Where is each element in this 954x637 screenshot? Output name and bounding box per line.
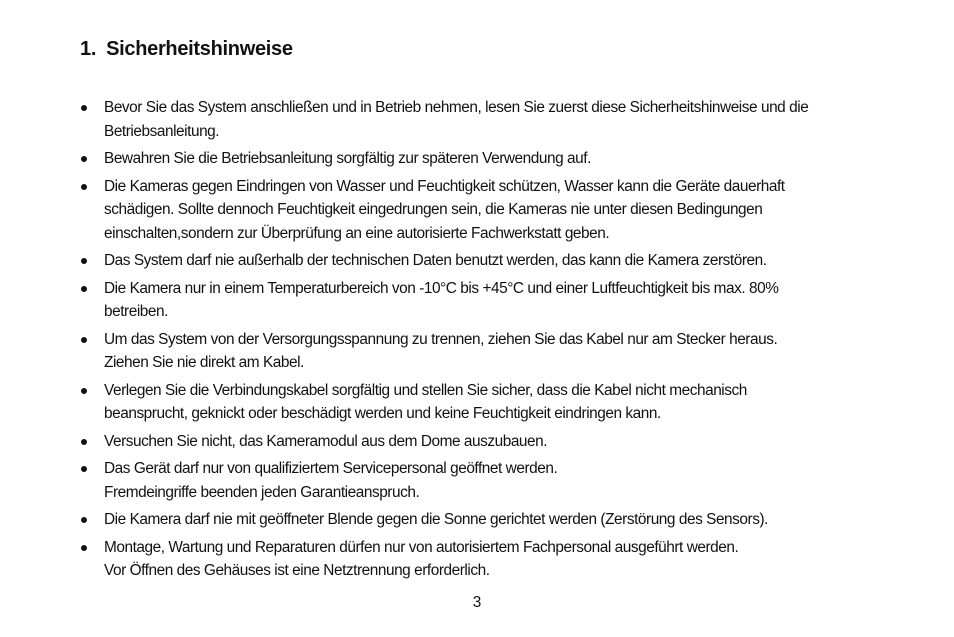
- section-heading: [80, 38, 293, 61]
- bullet-icon: [81, 286, 87, 292]
- list-item-text: Montage, Wartung und Reparaturen dürfen nur von autorisiertem Fachpersonal ausgeführt werden.: [104, 538, 739, 556]
- list-item-text: Betriebsanleitung.: [104, 122, 220, 140]
- page-number: 3: [472, 594, 482, 611]
- bullet-icon: [81, 184, 87, 190]
- list-item: [80, 508, 895, 532]
- bullet-icon: [81, 388, 87, 394]
- list-item: [80, 249, 895, 273]
- list-item-text: betreiben.: [104, 303, 168, 320]
- list-item-text: Das System darf nie außerhalb der technischen Daten benutzt werden, das kann die Kamera zerstören.: [104, 252, 767, 269]
- list-item-text: schädigen. Sollte dennoch Feuchtigkeit eingedrungen sein, die Kameras nie unter diesen Bedingungen: [104, 201, 763, 218]
- list-item-text: beansprucht, geknickt oder beschädigt werden und keine Feuchtigkeit eindringen kann.: [104, 405, 661, 422]
- list-item-text: Bewahren Sie die Betriebsanleitung sorgfältig zur späteren Verwendung auf.: [104, 150, 591, 167]
- list-item-text: Das Gerät darf nur von qualifiziertem Servicepersonal geöffnet werden.: [104, 460, 558, 477]
- list-item: [80, 328, 895, 375]
- list-item-text: Bevor Sie das System anschließen und in Betrieb nehmen, lesen Sie zuerst diese Sicherheitshinweise und die: [104, 99, 809, 116]
- list-item-text: Um das System von der Versorgungsspannung zu trennen, ziehen Sie das Kabel nur am Stecker heraus.: [104, 330, 778, 348]
- section-number: 1.: [80, 38, 97, 60]
- safety-instructions-list: [80, 96, 895, 587]
- list-item-text: Ziehen Sie nie direkt am Kabel.: [104, 354, 304, 371]
- list-item: [80, 536, 895, 583]
- list-item-text: Fremdeingriffe beenden jeden Garantieanspruch.: [104, 483, 420, 501]
- list-item: [80, 147, 895, 171]
- bullet-icon: [81, 466, 87, 472]
- list-item-text: Vor Öffnen des Gehäuses ist eine Netztrennung erforderlich.: [104, 562, 490, 579]
- list-item-text: einschalten,sondern zur Überprüfung an eine autorisierte Fachwerkstatt geben.: [104, 224, 610, 242]
- bullet-icon: [81, 337, 87, 343]
- list-item: [80, 379, 895, 426]
- bullet-icon: [81, 545, 87, 551]
- list-item-text: Die Kamera nur in einem Temperaturbereich von -10°C bis +45°C und einer Luftfeuchtigkeit bis max. 80%: [104, 279, 779, 297]
- bullet-icon: [81, 105, 87, 111]
- list-item-text: Die Kameras gegen Eindringen von Wasser und Feuchtigkeit schützen, Wasser kann die Geräte dauerhaft: [104, 177, 785, 195]
- list-item-text: Die Kamera darf nie mit geöffneter Blende gegen die Sonne gerichtet werden (Zerstörung des Sensors).: [104, 511, 768, 528]
- list-item: [80, 457, 895, 504]
- list-item-text: Versuchen Sie nicht, das Kameramodul aus dem Dome auszubauen.: [104, 432, 548, 450]
- list-item: [80, 277, 895, 324]
- bullet-icon: [81, 258, 87, 264]
- bullet-icon: [81, 156, 87, 162]
- bullet-icon: [81, 517, 87, 523]
- list-item: [80, 430, 895, 454]
- list-item: [80, 175, 895, 246]
- list-item: [80, 96, 895, 143]
- section-title: Sicherheitshinweise: [106, 38, 293, 60]
- bullet-icon: [81, 439, 87, 445]
- list-item-text: Verlegen Sie die Verbindungskabel sorgfältig und stellen Sie sicher, dass die Kabel nicht mechanisch: [104, 381, 747, 399]
